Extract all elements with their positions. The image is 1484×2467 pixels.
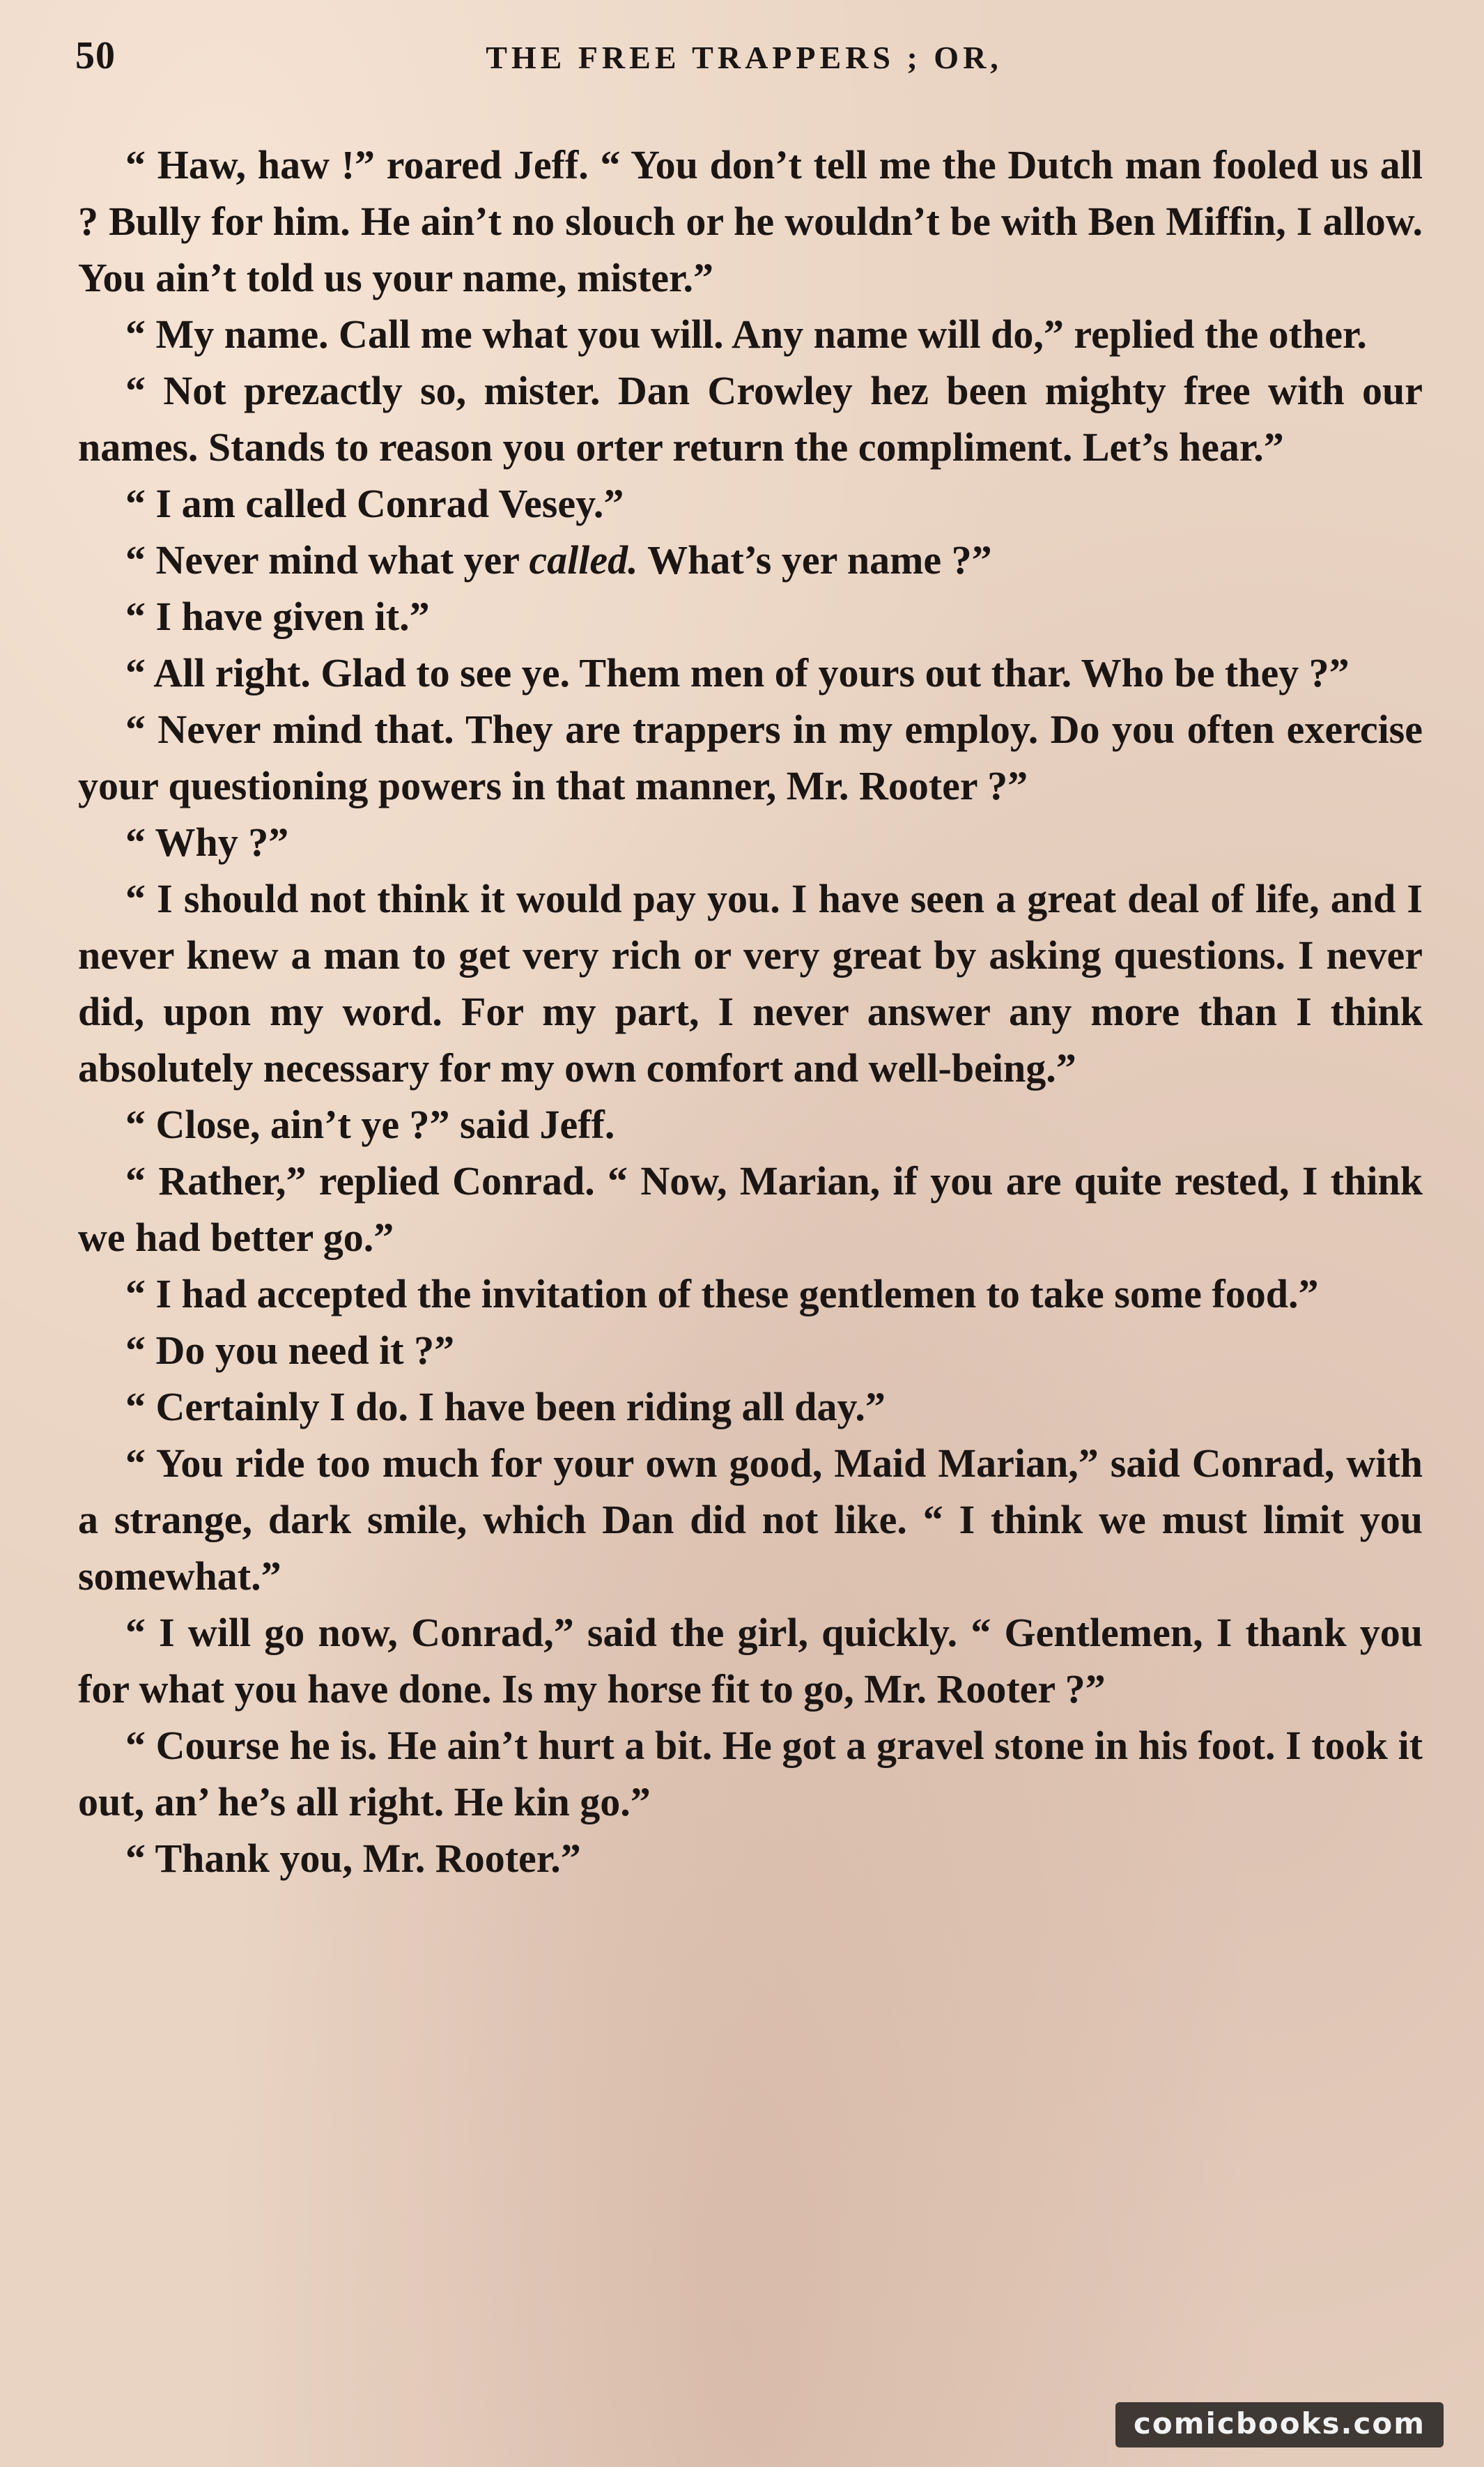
paragraph: “ You ride too much for your own good, Maid Marian,” said Conrad, with a strange, dark smile, which Dan did not like. “ I think we must limit you somewhat.” <box>78 1440 1423 1599</box>
paragraph: “ Rather,” replied Conrad. “ Now, Marian, if you are quite rested, I think we had better go.” <box>78 1158 1423 1260</box>
paragraph: “ Do you need it ?” <box>125 1328 455 1373</box>
paragraph: “ Not prezactly so, mister. Dan Crowley hez been mighty free with our names. Stands to reason you orter return the compliment. Let’s hear.” <box>78 368 1423 470</box>
paragraph: “ Haw, haw !” roared Jeff. “ You don’t tell me the Dutch man fooled us all ? Bully for him. He ain’t no slouch or he wouldn’t be with Ben Miffin, I allow. You ain’t told us your name, mister.” <box>78 142 1423 300</box>
body-text <box>78 137 1423 1886</box>
paragraph: “ Course he is. He ain’t hurt a bit. He got a gravel stone in his foot. I took it out, an’ he’s all right. He kin go.” <box>78 1723 1423 1824</box>
paragraph: “ I should not think it would pay you. I have seen a great deal of life, and I never knew a man to get very rich or very great by asking questions. I never did, upon my word. For my part, I never answer any more than I think absolutely necessary for my own comfort and well-being.” <box>78 876 1423 1091</box>
page-header <box>75 33 1413 89</box>
emphasis-text: called. <box>529 537 638 583</box>
paragraph-text: “ Never mind what yer <box>125 537 530 583</box>
paragraph: “ Close, ain’t ye ?” said Jeff. <box>125 1102 615 1147</box>
paragraph: “ Thank you, Mr. Rooter.” <box>125 1836 581 1881</box>
paragraph: “ Certainly I do. I have been riding all day.” <box>125 1384 886 1429</box>
paragraph: “ I will go now, Conrad,” said the girl, quickly. “ Gentlemen, I thank you for what you have done. Is my horse fit to go, Mr. Rooter ?” <box>78 1610 1423 1712</box>
paragraph: “ My name. Call me what you will. Any name will do,” replied the other. <box>125 312 1367 357</box>
paragraph <box>78 532 1423 588</box>
paragraph: “ I am called Conrad Vesey.” <box>125 481 624 526</box>
paragraph-text: What’s yer name ?” <box>637 537 992 583</box>
page-number: 50 <box>75 34 116 77</box>
paragraph: “ I have given it.” <box>125 594 430 639</box>
paragraph: “ All right. Glad to see ye. Them men of yours out thar. Who be they ?” <box>125 650 1350 695</box>
paragraph: “ Why ?” <box>125 820 289 865</box>
paragraph: “ I had accepted the invitation of these gentlemen to take some food.” <box>125 1271 1319 1316</box>
paragraph: “ Never mind that. They are trappers in my employ. Do you often exercise your questioning powers in that manner, Mr. Rooter ?” <box>78 707 1423 808</box>
watermark: comicbooks.com <box>1115 2402 1444 2447</box>
running-head: THE FREE TRAPPERS ; OR, <box>486 40 1003 75</box>
